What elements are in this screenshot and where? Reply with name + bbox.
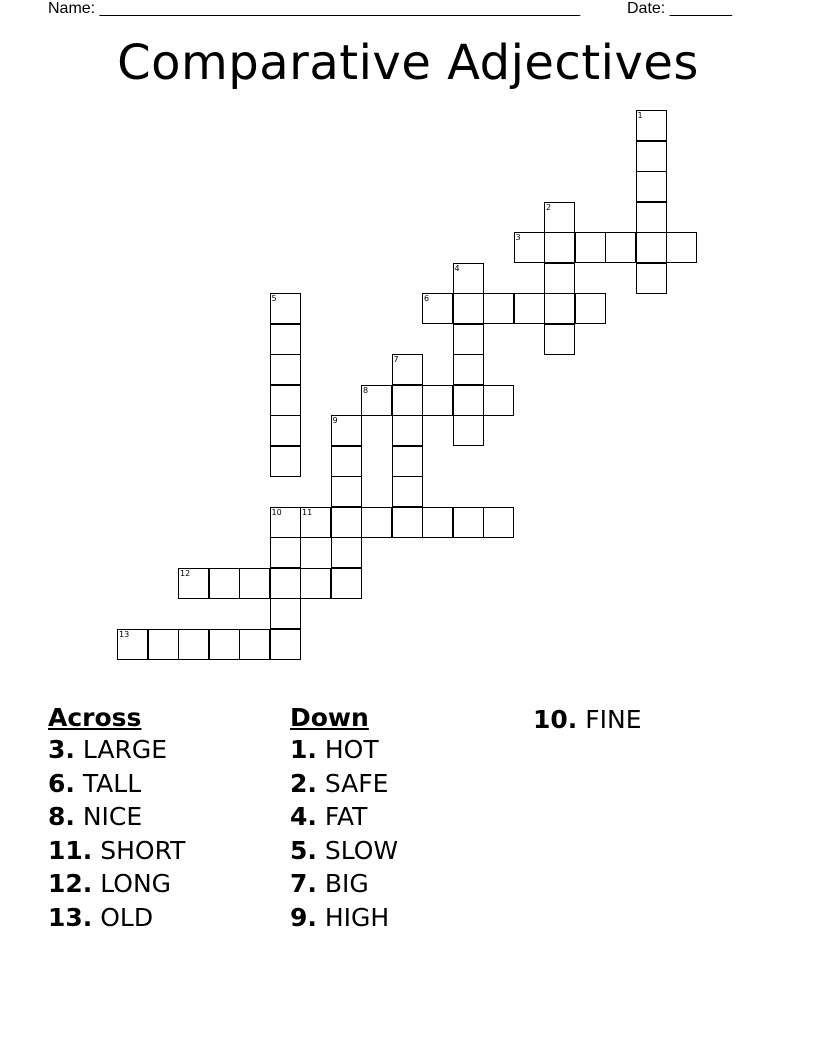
cell-clue-number: 12 xyxy=(180,568,191,578)
clue-number: 13. xyxy=(48,902,93,932)
date-field-label: Date: _______ xyxy=(627,0,732,17)
crossword-cell[interactable] xyxy=(392,507,423,538)
crossword-cell[interactable] xyxy=(483,293,514,324)
crossword-cell[interactable] xyxy=(636,263,667,294)
clue-number: 7. xyxy=(290,869,317,899)
crossword-cell[interactable] xyxy=(422,293,453,324)
crossword-cell[interactable] xyxy=(392,354,423,385)
clue-item xyxy=(48,867,185,901)
clue-item xyxy=(48,800,185,834)
crossword-cell[interactable] xyxy=(270,598,301,629)
page-title: Comparative Adjectives xyxy=(117,35,699,91)
clue-text: SHORT xyxy=(92,835,186,865)
crossword-cell[interactable] xyxy=(544,293,575,324)
cell-clue-number: 3 xyxy=(515,233,521,242)
crossword-cell[interactable] xyxy=(514,232,545,263)
clue-text: FINE xyxy=(577,705,642,734)
crossword-cell[interactable] xyxy=(270,507,301,538)
cell-clue-number: 1 xyxy=(637,111,643,120)
crossword-cell[interactable] xyxy=(270,629,301,660)
crossword-cell[interactable] xyxy=(331,537,362,568)
across-clue-list xyxy=(48,733,185,935)
crossword-cell[interactable] xyxy=(605,232,636,263)
clue-number: 6. xyxy=(48,768,75,798)
crossword-cell[interactable] xyxy=(331,446,362,477)
clue-item xyxy=(290,733,398,767)
crossword-cell[interactable] xyxy=(331,415,362,446)
crossword-cell[interactable] xyxy=(544,263,575,294)
clue-number: 2. xyxy=(290,768,317,798)
crossword-cell[interactable] xyxy=(239,629,270,660)
crossword-cell[interactable] xyxy=(270,537,301,568)
down-clue-list xyxy=(290,733,398,935)
crossword-cell[interactable] xyxy=(392,385,423,416)
clue-item xyxy=(48,834,185,868)
crossword-cell[interactable] xyxy=(361,507,392,538)
cell-clue-number: 11 xyxy=(302,507,313,517)
clue-text: LONG xyxy=(92,869,172,899)
crossword-cell[interactable] xyxy=(453,293,484,324)
crossword-cell[interactable] xyxy=(178,629,209,660)
clue-text: SLOW xyxy=(316,835,399,865)
extra-down-clues xyxy=(533,703,642,737)
clue-text: HIGH xyxy=(316,902,390,932)
across-clues xyxy=(48,703,185,935)
crossword-cell[interactable] xyxy=(331,568,362,599)
crossword-cell[interactable] xyxy=(453,324,484,355)
clue-item xyxy=(290,800,398,834)
crossword-cell[interactable] xyxy=(544,232,575,263)
name-field-label: Name: ______________________________________________________ xyxy=(48,0,581,17)
clue-item xyxy=(533,703,642,737)
crossword-cell[interactable] xyxy=(270,324,301,355)
crossword-cell[interactable] xyxy=(178,568,209,599)
crossword-cell[interactable] xyxy=(270,293,301,324)
crossword-cell[interactable] xyxy=(636,110,667,141)
crossword-cell[interactable] xyxy=(636,232,667,263)
crossword-cell[interactable] xyxy=(209,568,240,599)
crossword-cell[interactable] xyxy=(544,202,575,233)
clue-item xyxy=(290,834,398,868)
cell-clue-number: 13 xyxy=(119,629,130,639)
clue-text: NICE xyxy=(74,802,143,832)
crossword-cell[interactable] xyxy=(483,385,514,416)
clue-item xyxy=(48,901,185,935)
crossword-cell[interactable] xyxy=(331,507,362,538)
cell-clue-number: 10 xyxy=(271,507,282,517)
cell-clue-number: 8 xyxy=(363,385,369,395)
crossword-cell[interactable] xyxy=(575,232,606,263)
clue-number: 8. xyxy=(48,802,75,832)
extra-clue-list xyxy=(533,703,642,737)
crossword-cell[interactable] xyxy=(270,446,301,477)
crossword-cell[interactable] xyxy=(453,354,484,385)
crossword-cell[interactable] xyxy=(453,415,484,446)
crossword-cell[interactable] xyxy=(209,629,240,660)
crossword-cell[interactable] xyxy=(483,507,514,538)
crossword-cell[interactable] xyxy=(331,476,362,507)
crossword-cell[interactable] xyxy=(270,354,301,385)
crossword-cell[interactable] xyxy=(270,385,301,416)
cell-clue-number: 5 xyxy=(271,294,277,303)
crossword-cell[interactable] xyxy=(544,324,575,355)
cell-clue-number: 4 xyxy=(454,263,460,273)
crossword-cell[interactable] xyxy=(575,293,606,324)
crossword-cell[interactable] xyxy=(239,568,270,599)
clue-text: LARGE xyxy=(74,735,167,764)
clue-number: 1. xyxy=(290,735,317,764)
crossword-cell[interactable] xyxy=(270,415,301,446)
crossword-cell[interactable] xyxy=(636,202,667,233)
clue-text: SAFE xyxy=(316,768,389,798)
clue-number: 11. xyxy=(48,835,93,865)
crossword-cell[interactable] xyxy=(514,293,545,324)
crossword-cell[interactable] xyxy=(392,446,423,477)
crossword-cell[interactable] xyxy=(422,507,453,538)
clue-number: 12. xyxy=(48,869,93,899)
crossword-cell[interactable] xyxy=(392,476,423,507)
clue-item xyxy=(48,733,185,767)
cell-clue-number: 2 xyxy=(546,202,552,212)
crossword-cell[interactable] xyxy=(300,507,331,538)
crossword-cell[interactable] xyxy=(422,385,453,416)
crossword-cell[interactable] xyxy=(392,415,423,446)
crossword-cell[interactable] xyxy=(636,171,667,202)
crossword-cell[interactable] xyxy=(666,232,697,263)
clue-text: OLD xyxy=(92,902,154,932)
across-heading: Across xyxy=(48,703,142,732)
clue-item xyxy=(290,767,398,801)
clue-item xyxy=(290,901,398,935)
crossword-cell[interactable] xyxy=(300,568,331,599)
clue-text: FAT xyxy=(316,802,368,832)
down-heading: Down xyxy=(290,703,369,732)
crossword-cell[interactable] xyxy=(117,629,148,660)
clue-number: 3. xyxy=(48,735,75,764)
crossword-cell[interactable] xyxy=(453,263,484,294)
cell-clue-number: 6 xyxy=(424,294,430,303)
down-clues xyxy=(290,703,398,935)
clue-number: 5. xyxy=(290,835,317,865)
cell-clue-number: 9 xyxy=(332,416,338,425)
crossword-cell[interactable] xyxy=(453,385,484,416)
crossword-cell[interactable] xyxy=(148,629,179,660)
clue-item xyxy=(290,867,398,901)
clue-item xyxy=(48,767,185,801)
cell-clue-number: 7 xyxy=(393,355,399,364)
crossword-cell[interactable] xyxy=(453,507,484,538)
clue-number: 9. xyxy=(290,902,317,932)
clue-text: HOT xyxy=(316,735,379,764)
clue-number: 10. xyxy=(533,705,578,734)
clue-number: 4. xyxy=(290,802,317,832)
crossword-cell[interactable] xyxy=(361,385,392,416)
crossword-cell[interactable] xyxy=(270,568,301,599)
crossword-cell[interactable] xyxy=(636,141,667,172)
clue-text: BIG xyxy=(316,869,369,899)
clue-text: TALL xyxy=(74,768,142,798)
